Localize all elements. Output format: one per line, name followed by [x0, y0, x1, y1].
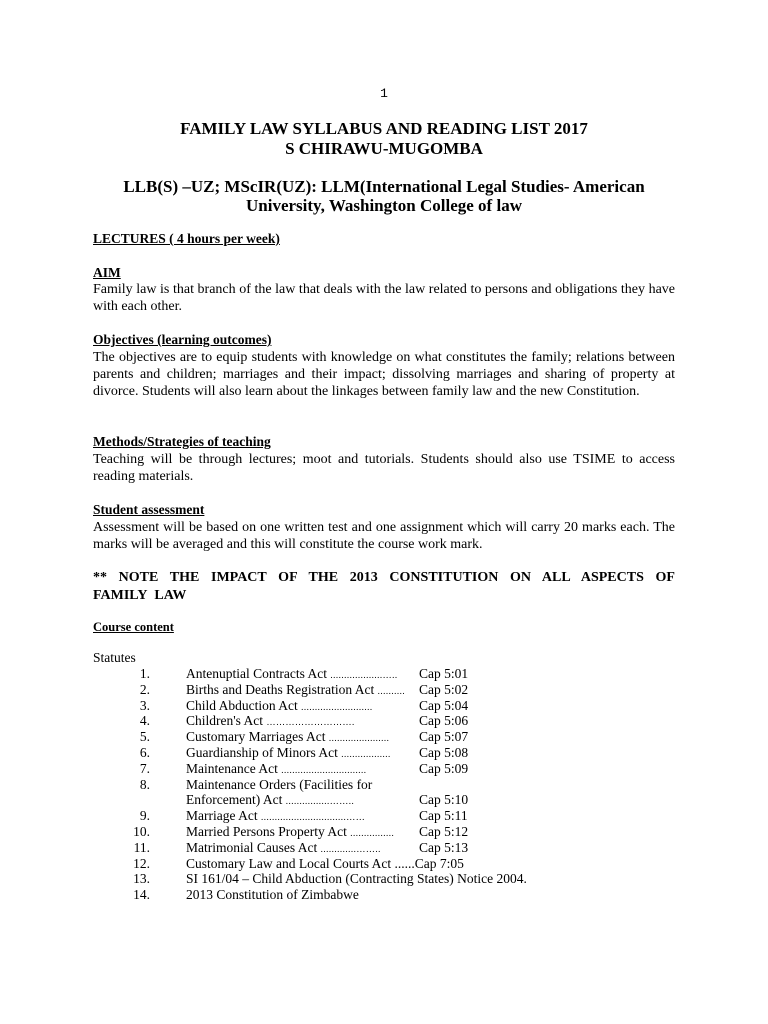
statute-leader-dots: .......... [377, 685, 406, 696]
methods-paragraph: Teaching will be through lectures; moot and tutorials. Students should also use TSIME to access reading materials. [93, 452, 675, 484]
statute-leader-dots: ...............................…… [260, 812, 366, 823]
statute-row [0, 745, 768, 761]
statute-leader-dots: ...................... [328, 733, 390, 744]
statute-leader-dots: .............…….. [320, 843, 381, 854]
statute-title: 2013 Constitution of Zimbabwe [186, 887, 359, 903]
statute-row [0, 666, 768, 682]
statute-row [0, 871, 768, 887]
objectives-heading: Objectives (learning outcomes) [93, 332, 272, 347]
statute-title: Maintenance Act [186, 760, 282, 776]
statute-chapter: Cap 5:07 [419, 729, 469, 745]
statute-row [0, 713, 768, 729]
statute-number: 1. [139, 666, 150, 681]
statute-number: 7. [139, 760, 150, 776]
statute-chapter: Cap 5:02 [419, 681, 469, 697]
methods-heading: Methods/Strategies of teaching [93, 434, 271, 449]
statute-title: Enforcement) Act [186, 792, 286, 808]
course-content-heading: Course content [93, 620, 174, 634]
statute-chapter: Cap 5:10 [419, 792, 469, 808]
statute-number: 9. [139, 808, 150, 824]
statute-chapter: Cap 5:06 [419, 713, 469, 729]
statute-name [186, 856, 464, 872]
statute-title: Child Abduction Act [186, 697, 302, 713]
statute-row [0, 840, 768, 856]
statute-number: 4. [139, 713, 150, 729]
statutes-label: Statutes [93, 650, 136, 665]
statute-row [0, 729, 768, 745]
statute-number: 6. [139, 744, 150, 760]
statute-leader-dots: ................ [350, 827, 395, 838]
assessment-paragraph: Assessment will be based on one written test and one assignment which will carry 20 marks each. The marks will be averaged and this will constitute the course work mark. [93, 520, 675, 552]
statute-leader-dots: .................. [341, 748, 391, 759]
statute-leader-dots: ................…….. [285, 796, 355, 807]
lectures-heading: LECTURES ( 4 hours per week) [93, 231, 280, 246]
statute-chapter: Cap 5:13 [419, 839, 469, 855]
statute-row [0, 824, 768, 840]
statute-number: 13. [133, 871, 150, 887]
statute-title: Matrimonial Causes Act [186, 839, 321, 855]
statute-chapter: Cap 5:12 [419, 823, 469, 839]
statute-row [0, 761, 768, 777]
statute-row [0, 808, 768, 824]
statute-title: Married Persons Property Act [186, 823, 351, 839]
statute-title: Births and Deaths Registration Act [186, 681, 378, 697]
statute-title: Antenuptial Contracts Act [186, 666, 331, 681]
statute-number: 8. [139, 776, 150, 792]
statute-name [186, 871, 527, 887]
statute-number: 14. [133, 887, 150, 903]
statute-number: 10. [133, 823, 150, 839]
author-credentials-line-1: LLB(S) –UZ; MScIR(UZ): LLM(International Legal Studies- American [123, 177, 645, 196]
statute-leader-dots: ...................….. [330, 670, 398, 680]
statute-title: Customary Law and Local Courts Act ......Cap 7:05 [186, 855, 464, 871]
statute-title: SI 161/04 – Child Abduction (Contracting States) Notice 2004. [186, 871, 527, 887]
document-title: FAMILY LAW SYLLABUS AND READING LIST 2017 [180, 119, 588, 138]
statute-chapter: Cap 5:01 [419, 666, 469, 681]
statute-leader-dots: ............................... [281, 764, 367, 775]
author-name: S CHIRAWU-MUGOMBA [285, 139, 483, 158]
statute-number: 3. [139, 697, 150, 713]
statute-title: Marriage Act [186, 808, 261, 824]
statute-leader-dots: ………………………. [266, 717, 355, 728]
page-number: 1 [380, 86, 388, 101]
statute-row [0, 777, 768, 793]
statutes-list [0, 666, 768, 903]
statute-number: 2. [139, 681, 150, 697]
aim-paragraph: Family law is that branch of the law that deals with the law related to persons and obligations they have with each other. [93, 282, 675, 314]
statute-chapter: Cap 5:04 [419, 697, 469, 713]
statute-title: Guardianship of Minors Act [186, 744, 342, 760]
statute-row [0, 856, 768, 872]
statute-number: 11. [133, 839, 150, 855]
statute-row [0, 887, 768, 903]
statute-title: Maintenance Orders (Facilities for [186, 776, 373, 792]
aim-heading: AIM [93, 265, 121, 280]
statute-row [0, 792, 768, 808]
statute-row [0, 698, 768, 714]
statute-title: Customary Marriages Act [186, 729, 329, 745]
statute-name [186, 887, 359, 903]
statute-name [186, 777, 372, 793]
assessment-heading: Student assessment [93, 502, 205, 517]
statute-number: 5. [139, 729, 150, 745]
objectives-paragraph: The objectives are to equip students with knowledge on what constitutes the family; relations between parents and children; marriages and their impact; dissolving marriages and sharing of property at divorce. Students will also learn about the linkages between family law and the new Constitution. [93, 350, 675, 399]
statute-chapter: Cap 5:08 [419, 744, 469, 760]
statute-leader-dots: .......................... [301, 701, 373, 712]
constitution-note: ** NOTE THE IMPACT OF THE 2013 CONSTITUTION ON ALL ASPECTS OF FAMILY LAW [93, 570, 675, 603]
statute-row [0, 682, 768, 698]
statute-title: Children's Act [186, 713, 267, 729]
statute-chapter: Cap 5:11 [419, 808, 468, 824]
author-credentials-line-2: University, Washington College of law [246, 196, 522, 215]
statute-chapter: Cap 5:09 [419, 760, 469, 776]
statute-number: 12. [133, 855, 150, 871]
